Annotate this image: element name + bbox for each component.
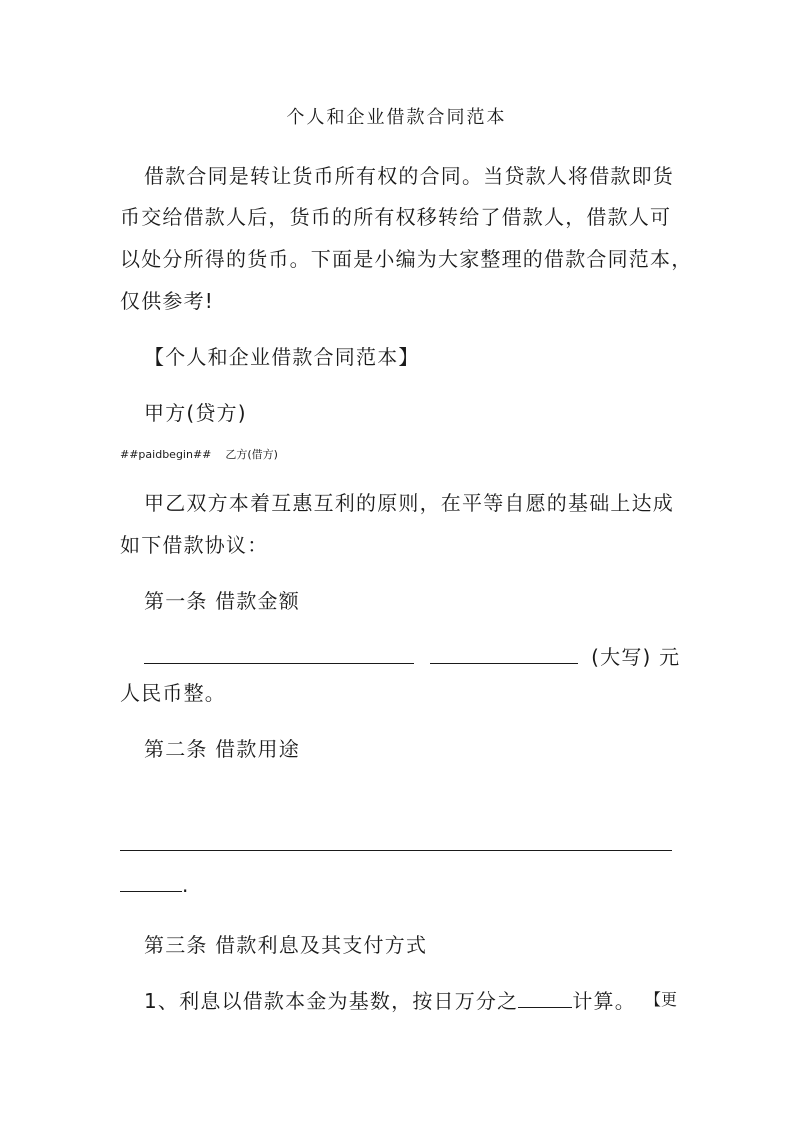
article2-purpose-row-2 [120,873,190,897]
purpose-blank-line-2 [120,873,182,892]
amount-suffix: (大写) 元 [591,645,681,669]
amount-blank-line [144,645,414,664]
section-heading: 【个人和企业借款合同范本】 [144,345,420,369]
article3-item1-suffix: 计算。 [572,989,636,1013]
article3-heading: 第三条 借款利息及其支付方式 [144,933,428,957]
purpose-blank-line [120,832,672,851]
paid-marker: ##paidbegin## [120,448,212,461]
article1-amount-row [144,641,680,670]
amount-uppercase-blank-line [430,645,578,664]
article2-purpose-row [120,832,672,856]
party-b-row [120,446,278,462]
article3-item1-prefix: 1、利息以借款本金为基数，按日万分之 [144,989,519,1013]
article1-line-2: 人民币整。 [120,681,226,705]
party-a: 甲方(贷方) [144,401,247,425]
intro-line-2: 币交给借款人后，货币的所有权移转给了借款人，借款人可 [120,205,672,229]
article1-heading: 第一条 借款金额 [144,589,300,613]
more-marker: 【更 [645,990,678,1009]
agreement-line-1: 甲乙双方本着互惠互利的原则，在平等自愿的基础上达成 [144,491,674,515]
article2-heading: 第二条 借款用途 [144,737,300,761]
intro-line-3: 以处分所得的货币。下面是小编为大家整理的借款合同范本， [120,247,693,271]
purpose-end: . [182,873,190,897]
agreement-line-2: 如下借款协议： [120,533,269,557]
document-title: 个人和企业借款合同范本 [286,107,507,128]
party-b: 乙方(借方) [225,448,278,461]
article3-item1 [144,985,636,1014]
intro-line-4: 仅供参考! [120,289,215,313]
intro-line-1: 借款合同是转让货币所有权的合同。当贷款人将借款即货 [144,164,674,188]
rate-blank-line [518,989,572,1008]
